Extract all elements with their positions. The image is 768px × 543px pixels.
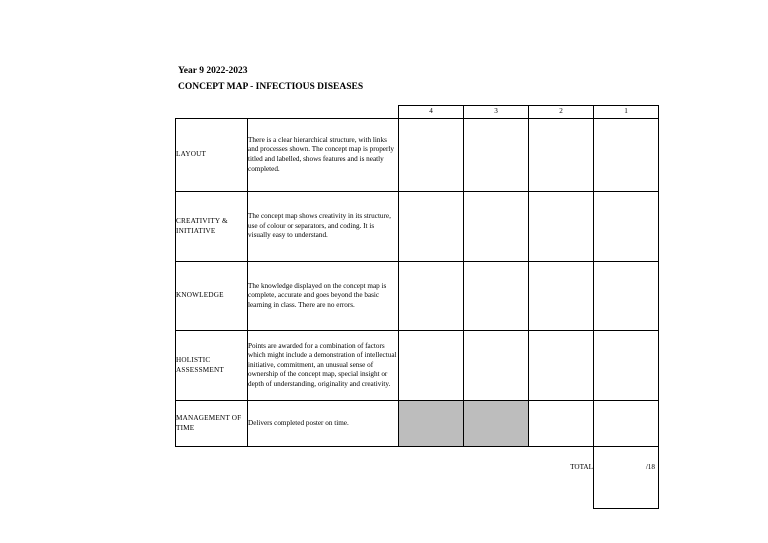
- total-row: [176, 447, 659, 509]
- score-cell-4[interactable]: [399, 192, 464, 262]
- rubric-row-layout: [176, 119, 659, 192]
- criterion-descriptor: There is a clear hierarchical structure, with links and processes shown. The concept map is properly titled and labelled, shows features and is neatly completed.: [248, 119, 399, 192]
- header-spacer: [248, 106, 399, 119]
- total-score-box[interactable]: /18: [594, 447, 659, 509]
- rubric-row-knowledge: [176, 262, 659, 331]
- criterion-label: LAYOUT: [176, 119, 248, 192]
- year-heading: Year 9 2022-2023: [178, 66, 248, 76]
- score-cell-3-disabled: [464, 401, 529, 447]
- total-spacer: [248, 447, 399, 509]
- score-cell-4[interactable]: [399, 331, 464, 401]
- criterion-label: CREATIVITY & INITIATIVE: [176, 192, 248, 262]
- score-cell-4[interactable]: [399, 262, 464, 331]
- score-cell-3[interactable]: [464, 119, 529, 192]
- score-cell-2[interactable]: [529, 331, 594, 401]
- criterion-descriptor: The knowledge displayed on the concept map is complete, accurate and goes beyond the basic learning in class. There are no errors.: [248, 262, 399, 331]
- criterion-descriptor: Points are awarded for a combination of factors which might include a demonstration of intellectual initiative, commitment, an unusual sense of ownership of the concept map, special insight or depth of understanding, originality and creativity.: [248, 331, 399, 401]
- total-spacer: [464, 447, 529, 509]
- total-spacer: [176, 447, 248, 509]
- criterion-descriptor: Delivers completed poster on time.: [248, 401, 399, 447]
- score-cell-2[interactable]: [529, 192, 594, 262]
- score-header-3: 3: [464, 106, 529, 119]
- score-cell-2[interactable]: [529, 401, 594, 447]
- rubric-row-management: [176, 401, 659, 447]
- page-title: CONCEPT MAP - INFECTIOUS DISEASES: [178, 82, 364, 92]
- criterion-label: MANAGEMENT OF TIME: [176, 401, 248, 447]
- criterion-label: HOLISTIC ASSESSMENT: [176, 331, 248, 401]
- score-header-2: 2: [529, 106, 594, 119]
- rubric-row-creativity: [176, 192, 659, 262]
- score-cell-2[interactable]: [529, 119, 594, 192]
- criterion-descriptor: The concept map shows creativity in its structure, use of colour or separators, and coding. It is visually easy to understand.: [248, 192, 399, 262]
- score-header-4: 4: [399, 106, 464, 119]
- score-cell-1[interactable]: [594, 192, 659, 262]
- score-cell-1[interactable]: [594, 262, 659, 331]
- score-cell-1[interactable]: [594, 331, 659, 401]
- score-cell-4[interactable]: [399, 119, 464, 192]
- total-spacer: [399, 447, 464, 509]
- page-header: [178, 64, 363, 95]
- score-cell-4-disabled: [399, 401, 464, 447]
- score-cell-3[interactable]: [464, 331, 529, 401]
- criterion-label: KNOWLEDGE: [176, 262, 248, 331]
- score-header-1: 1: [594, 106, 659, 119]
- total-label: TOTAL: [570, 463, 593, 471]
- header-spacer: [176, 106, 248, 119]
- score-header-row: [176, 106, 659, 119]
- rubric-row-holistic: [176, 331, 659, 401]
- score-cell-1[interactable]: [594, 401, 659, 447]
- score-cell-1[interactable]: [594, 119, 659, 192]
- score-cell-3[interactable]: [464, 192, 529, 262]
- score-cell-3[interactable]: [464, 262, 529, 331]
- rubric-table: [175, 105, 659, 509]
- score-cell-2[interactable]: [529, 262, 594, 331]
